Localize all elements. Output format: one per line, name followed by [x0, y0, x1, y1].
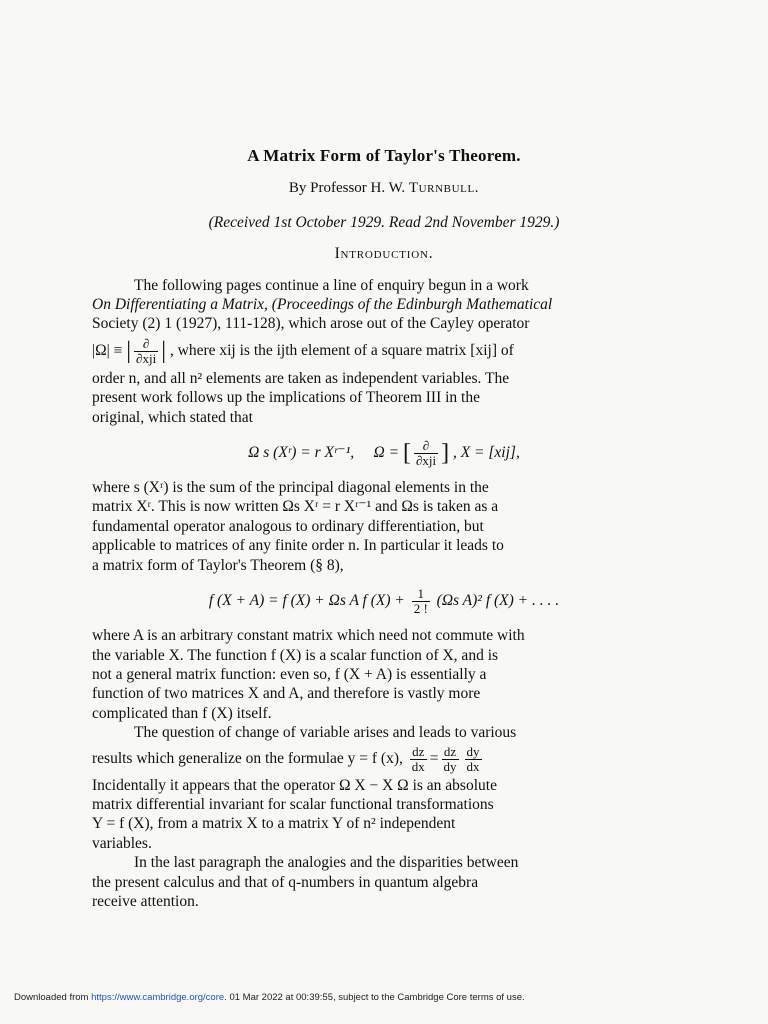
received-dates	[92, 213, 676, 232]
byline-prefix: By Professor H. W.	[288, 180, 409, 197]
partial-fraction	[414, 439, 438, 468]
text-line: where A is an arbitrary constant matrix which need not commute with	[92, 627, 525, 645]
equation-theorem-iii	[92, 439, 676, 468]
byline	[92, 179, 676, 198]
text-line: complicated than f (X) itself.	[92, 704, 272, 722]
fraction-denominator: ∂xji	[415, 453, 437, 469]
equals-sign: =	[429, 749, 439, 767]
text-line: variables.	[92, 834, 152, 852]
text-line: The following pages continue a line of enquiry begun in a work	[134, 276, 529, 294]
article-title: A Matrix Form of Taylor's Theorem.	[247, 146, 521, 165]
fraction-denominator: dx	[411, 758, 425, 774]
download-footer	[14, 992, 754, 1003]
text-line: order n, and all n² elements are taken as independent variables. The	[92, 369, 510, 387]
paragraph-2	[92, 478, 676, 575]
text-line: fundamental operator analogous to ordinary differentiation, but	[92, 517, 484, 535]
derivative-fraction	[442, 745, 459, 774]
fraction-numerator: dy	[466, 743, 480, 759]
equation-part: Ω =	[373, 444, 400, 462]
text-line	[92, 295, 676, 314]
text-line: The question of change of variable arises and leads to various	[134, 724, 517, 742]
text-line: Y = f (X), from a matrix X to a matrix Y of n² independent	[92, 815, 456, 833]
text-line: applicable to matrices of any finite order n. In particular it leads to	[92, 537, 504, 555]
footer-prefix: Downloaded from	[14, 992, 92, 1003]
citation-title: On Differentiating a Matrix, (Proceedings of the Edinburgh Mathematical	[92, 296, 553, 314]
equation-part: Ω s (Xʳ) = r Xʳ⁻¹,	[248, 444, 355, 462]
article-page	[92, 140, 676, 911]
text-line: Society (2) 1 (1927), 111-128), which arose out of the Cayley operator	[92, 315, 530, 333]
operator-lhs: |Ω| ≡	[92, 341, 123, 359]
text-line: Incidentally it appears that the operator Ω X − X Ω is an absolute	[92, 776, 497, 794]
bracket-left: [	[402, 439, 411, 466]
received-text: (Received 1st October 1929. Read 2nd November 1929.)	[208, 213, 560, 231]
text-line: a matrix form of Taylor's Theorem (§ 8),	[92, 556, 344, 574]
fraction-denominator: dy	[443, 758, 457, 774]
footer-suffix: . 01 Mar 2022 at 00:39:55, subject to the Cambridge Core terms of use.	[224, 992, 525, 1003]
equation-part: (Ωs A)² f (X) + . . . .	[436, 592, 560, 610]
text-line: not a general matrix function: even so, f (X + A) is essentially a	[92, 665, 487, 683]
cambridge-core-link[interactable]: https://www.cambridge.org/core	[91, 992, 225, 1003]
factorial-fraction	[412, 587, 430, 616]
fraction-numerator: 1	[412, 587, 430, 602]
equation-taylor	[92, 587, 676, 616]
equation-part: , X = [xij],	[452, 444, 520, 462]
equation-part: f (X + A) = f (X) + Ωs A f (X) +	[208, 592, 405, 610]
fraction-denominator: ∂xji	[136, 350, 157, 366]
paragraph-3	[92, 626, 676, 723]
paragraph-4	[92, 723, 676, 853]
formula-text: results which generalize on the formulae y = f (x),	[92, 749, 403, 767]
paragraph-5	[92, 853, 676, 911]
fraction-denominator: 2 !	[413, 601, 428, 617]
text-line: the present calculus and that of q-numbers in quantum algebra	[92, 873, 479, 891]
operator-line	[92, 337, 676, 366]
text-line: present work follows up the implications of Theorem III in the	[92, 389, 480, 407]
derivative-fraction	[465, 745, 482, 774]
formula-line	[92, 745, 676, 774]
text-line: In the last paragraph the analogies and the disparities between	[134, 854, 519, 872]
fraction-denominator: dx	[466, 758, 480, 774]
fraction-numerator: dz	[410, 745, 427, 760]
partial-fraction	[134, 337, 158, 366]
text-line: the variable X. The function f (X) is a scalar function of X, and is	[92, 646, 499, 664]
operator-rhs: , where xij is the ijth element of a square matrix [xij] of	[169, 341, 514, 359]
text-line: function of two matrices X and A, and therefore is vastly more	[92, 685, 481, 703]
bracket-right: ]	[441, 439, 450, 466]
author-name: Turnbull.	[408, 180, 480, 197]
paragraph-1	[92, 276, 676, 427]
text-line: original, which stated that	[92, 408, 253, 426]
text-line: matrix differential invariant for scalar functional transformations	[92, 795, 494, 813]
text-line: where s (Xʳ) is the sum of the principal diagonal elements in the	[92, 479, 489, 497]
fraction-numerator: dz	[442, 745, 459, 760]
fraction-numerator: ∂	[414, 439, 438, 454]
fraction-numerator: ∂	[134, 337, 158, 352]
derivative-fraction	[410, 745, 427, 774]
bar-left: |	[126, 337, 132, 364]
text-line: matrix Xʳ. This is now written Ωs Xʳ = r Xʳ⁻¹ and Ωs is taken as a	[92, 498, 499, 516]
text-line: receive attention.	[92, 892, 199, 910]
bar-right: |	[161, 337, 166, 364]
section-heading: Introduction.	[334, 245, 434, 263]
